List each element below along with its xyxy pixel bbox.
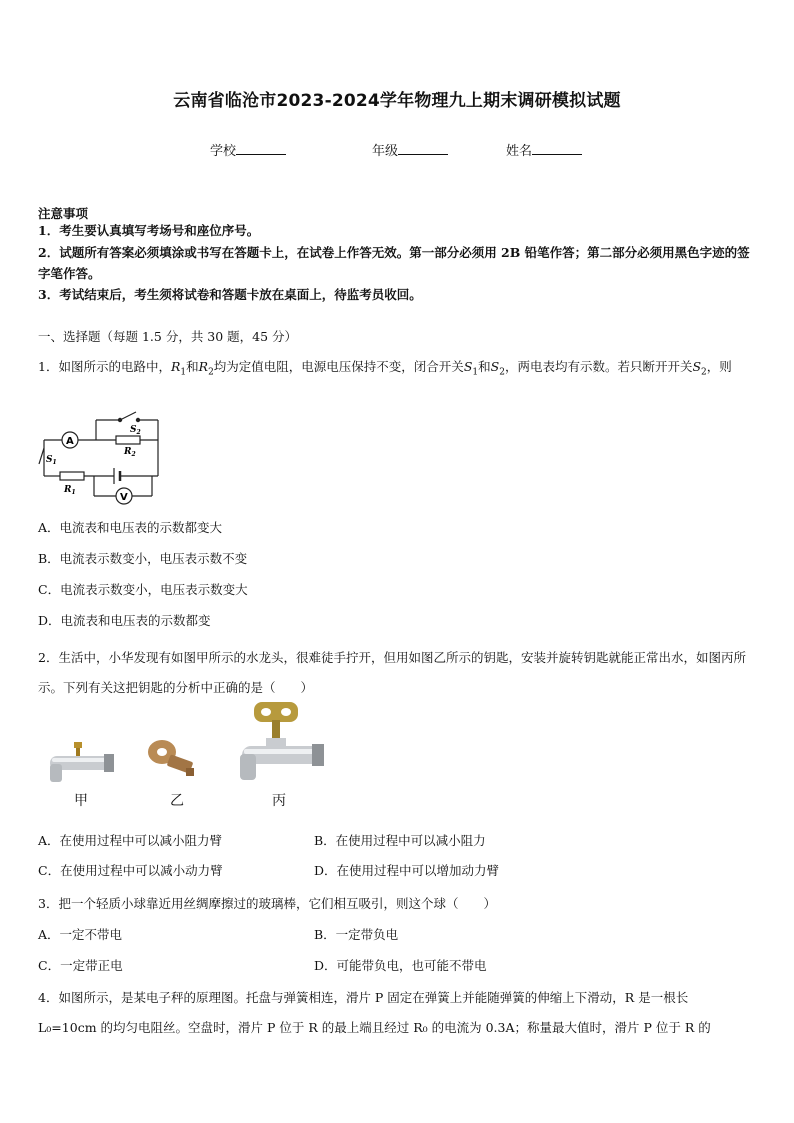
question-4-line-2: L₀=10cm 的均匀电阻丝。空盘时，滑片 P 位于 R 的最上端且经过 R₀ 的电流为 0.3A；称量最大值时，滑片 P 位于 R 的 — [38, 1020, 711, 1035]
note-3: 3．考试结束后，考生须将试卷和答题卡放在桌面上，待监考员收回。 — [38, 287, 422, 302]
grade-label: 年级 — [372, 144, 399, 159]
svg-text:V: V — [120, 492, 128, 503]
school-field[interactable] — [210, 140, 286, 159]
q1-option-a[interactable]: A．电流表和电压表的示数都变大 — [38, 520, 223, 535]
page-title: 云南省临沧市2023-2024学年物理九上期末调研模拟试题 — [173, 91, 621, 111]
q2-option-d[interactable]: D．在使用过程中可以增加动力臂 — [314, 863, 500, 878]
school-blank[interactable] — [236, 142, 286, 155]
svg-text:R2: $R_2$ — [124, 447, 136, 458]
label-yi: 乙 — [170, 793, 184, 809]
svg-text:R1: $R_1$ — [64, 485, 76, 496]
q3-option-c[interactable]: C．一定带正电 — [38, 958, 123, 973]
name-field[interactable] — [506, 140, 582, 159]
resistor-r2 — [116, 436, 140, 444]
question-1-text: 1．如图所示的电路中，$R_1$和$R_2$均为定值电阻，电源电压保持不变，闭合开关$S_1$和$S_2$，两电表均有示数。若只断开开关$S_2$，则 — [38, 359, 732, 378]
faucet-jia-image — [44, 738, 116, 786]
svg-text:S2: $S_2$ — [130, 425, 141, 436]
q3-option-d[interactable]: D．可能带负电，也可能不带电 — [314, 958, 487, 973]
question-2-text: 2．生活中，小华发现有如图甲所示的水龙头，很难徒手拧开，但用如图乙所示的钥匙，安装并旋转钥匙就能正常出水，如图丙所示。下列有关这把钥匙的分析中正确的是（ ） — [38, 650, 746, 695]
question-4-line-1: 4．如图所示，是某电子秤的原理图。托盘与弹簧相连，滑片 P 固定在弹簧上并能随弹簧的伸缩上下滑动，R 是一根长 — [38, 990, 689, 1005]
circuit-diagram — [36, 408, 166, 510]
q2-option-b[interactable]: B．在使用过程中可以减小阻力 — [314, 833, 486, 848]
key-yi-image — [142, 734, 202, 780]
notes-heading: 注意事项 — [38, 206, 89, 221]
q3-option-b[interactable]: B．一定带负电 — [314, 927, 399, 942]
q1-option-b[interactable]: B．电流表示数变小，电压表示数不变 — [38, 551, 248, 566]
label-jia: 甲 — [74, 793, 88, 809]
school-label: 学校 — [210, 144, 237, 159]
q1-option-c[interactable]: C．电流表示数变小，电压表示数变大 — [38, 582, 248, 597]
section-heading: 一、选择题（每题 1.5 分，共 30 题，45 分） — [38, 329, 298, 344]
q3-option-a[interactable]: A．一定不带电 — [38, 927, 123, 942]
q2-option-a[interactable]: A．在使用过程中可以减小阻力臂 — [38, 833, 223, 848]
faucet-bing-image — [236, 700, 328, 786]
q2-option-c[interactable]: C．在使用过程中可以减小动力臂 — [38, 863, 223, 878]
name-label: 姓名 — [506, 144, 533, 159]
grade-field[interactable] — [372, 140, 448, 159]
note-2: 2．试题所有答案必须填涂或书写在答题卡上，在试卷上作答无效。第一部分必须用 2B 铅笔作答；第二部分必须用黑色字迹的签字笔作答。 — [38, 245, 750, 281]
svg-text:S1: $S_1$ — [46, 455, 57, 466]
svg-text:A: A — [66, 436, 74, 447]
resistor-r1 — [60, 472, 84, 480]
name-blank[interactable] — [532, 142, 582, 155]
q1-option-d[interactable]: D．电流表和电压表的示数都变 — [38, 613, 211, 628]
note-1: 1．考生要认真填写考场号和座位序号。 — [38, 223, 260, 238]
label-bing: 丙 — [272, 793, 286, 809]
grade-blank[interactable] — [398, 142, 448, 155]
question-3-text: 3．把一个轻质小球靠近用丝绸摩擦过的玻璃棒，它们相互吸引，则这个球（ ） — [38, 896, 496, 911]
